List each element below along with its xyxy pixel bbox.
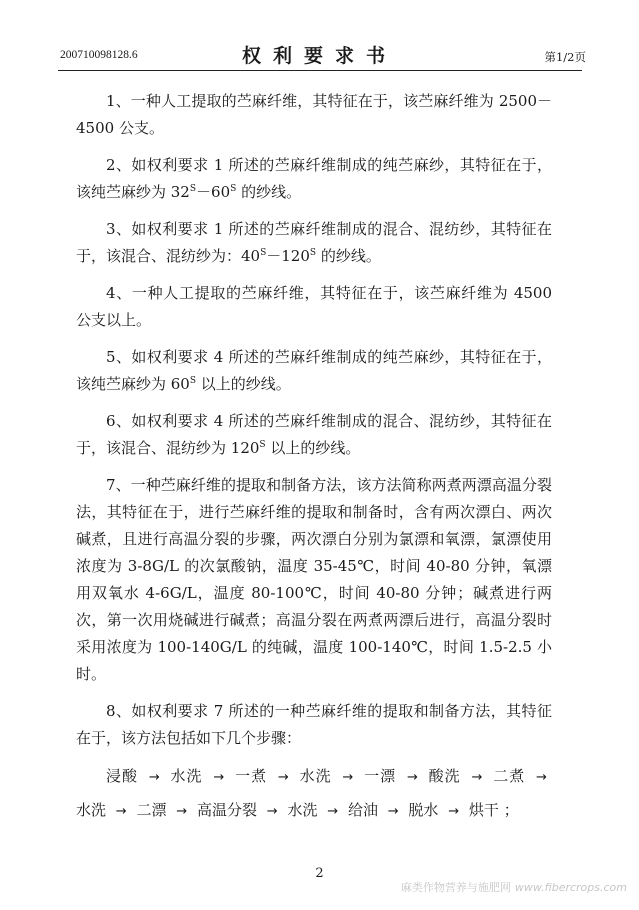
arrow-right-icon: → — [387, 804, 399, 819]
process-step: 二漂 — [136, 801, 167, 819]
process-step: 水洗 — [170, 767, 203, 785]
process-step: 烘干 — [468, 801, 499, 819]
process-step: 一煮 — [235, 767, 268, 785]
yarn-count-superscript: S — [309, 248, 317, 258]
process-step: 一漂 — [364, 767, 397, 785]
watermark-text: 麻类作物营养与施肥网 — [400, 881, 511, 894]
claims-body — [76, 88, 552, 828]
process-step: 浸酸 — [106, 767, 139, 785]
arrow-right-icon: → — [448, 804, 460, 819]
page-number: 2 — [315, 866, 324, 881]
claim-7: 7、一种苎麻纤维的提取和制备方法，该方法简称两煮两漂高温分裂法，其特征在于，进行苎麻纤维的提取和制备时，含有两次漂白、两次碱煮，且进行高温分裂的步骤，两次漂白分别为氯漂和氧漂，氯漂使用浓度为 3-8G/L 的次氯酸钠，温度 35-45℃，时间 40-80 分钟，氧漂用双氧水 4-6G/L，温度 80-100℃，时间 40-80 分钟；碱煮进行两次，第一次用烧碱进行碱煮；高温分裂在两煮两漂后进行，高温分裂时采用浓度为 100-140G/L 的纯碱，温度 100-140℃，时间 1.5-2.5 小时。 — [76, 476, 552, 683]
arrow-right-icon: → — [115, 804, 127, 819]
claim-1: 1、一种人工提取的苎麻纤维，其特征在于，该苎麻纤维为 2500－4500 公支。 — [76, 92, 552, 137]
claim-8: 8、如权利要求 7 所述的一种苎麻纤维的提取和制备方法，其特征在于，该方法包括如下几个步骤： — [76, 702, 552, 747]
claim-6: 6、如权利要求 4 所述的苎麻纤维制成的混合、混纺纱，其特征在于，该混合、混纺纱为 $120^S$ 以上的纱线。 — [76, 412, 552, 457]
document-title: 权利要求书 — [241, 45, 397, 67]
arrow-right-icon: → — [406, 770, 418, 785]
arrow-right-icon: → — [471, 770, 483, 785]
arrow-right-icon: → — [536, 770, 547, 785]
arrow-right-icon: → — [148, 770, 160, 785]
process-step: 二煮 — [493, 767, 526, 785]
claim-2: 2、如权利要求 1 所述的苎麻纤维制成的纯苎麻纱，其特征在于，该纯苎麻纱为 $32^S-60^S$ 的纱线。 — [76, 156, 552, 201]
process-step: 给油 — [347, 801, 378, 819]
claim-3: 3、如权利要求 1 所述的苎麻纤维制成的混合、混纺纱，其特征在于，该混合、混纺纱为：$40^S-120^S$ 的纱线。 — [76, 220, 552, 265]
page-count: 第1/2页 — [544, 50, 586, 64]
arrow-right-icon: → — [213, 770, 225, 785]
process-step: 酸洗 — [428, 767, 461, 785]
process-step: 水洗 — [76, 801, 107, 819]
yarn-count-superscript: S — [189, 376, 197, 386]
arrow-right-icon: → — [342, 770, 354, 785]
process-step: 脱水 — [408, 801, 439, 819]
yarn-count-superscript: S — [260, 248, 267, 258]
process-step: 水洗 — [287, 801, 318, 819]
yarn-count-superscript: S — [189, 184, 197, 194]
claim-4: 4、一种人工提取的苎麻纤维，其特征在于，该苎麻纤维为 4500 公支以上。 — [76, 284, 552, 329]
arrow-right-icon: → — [277, 770, 289, 785]
watermark-url: www.fibercrops.com — [514, 881, 627, 894]
header-divider — [58, 70, 582, 71]
yarn-count-superscript: S — [230, 184, 237, 194]
application-number: 200710098128.6 — [60, 49, 138, 61]
process-flow — [76, 760, 552, 828]
arrow-right-icon: → — [176, 804, 188, 819]
yarn-count-superscript: S — [259, 440, 266, 450]
flow-end-punctuation: ； — [503, 801, 519, 819]
arrow-right-icon: → — [327, 804, 339, 819]
watermark — [401, 879, 627, 895]
process-step: 高温分裂 — [196, 801, 257, 819]
document-header — [0, 0, 639, 70]
claim-5: 5、如权利要求 4 所述的苎麻纤维制成的纯苎麻纱，其特征在于，该纯苎麻纱为 $60^S$ 以上的纱线。 — [76, 348, 552, 393]
process-step: 水洗 — [299, 767, 332, 785]
arrow-right-icon: → — [266, 804, 278, 819]
